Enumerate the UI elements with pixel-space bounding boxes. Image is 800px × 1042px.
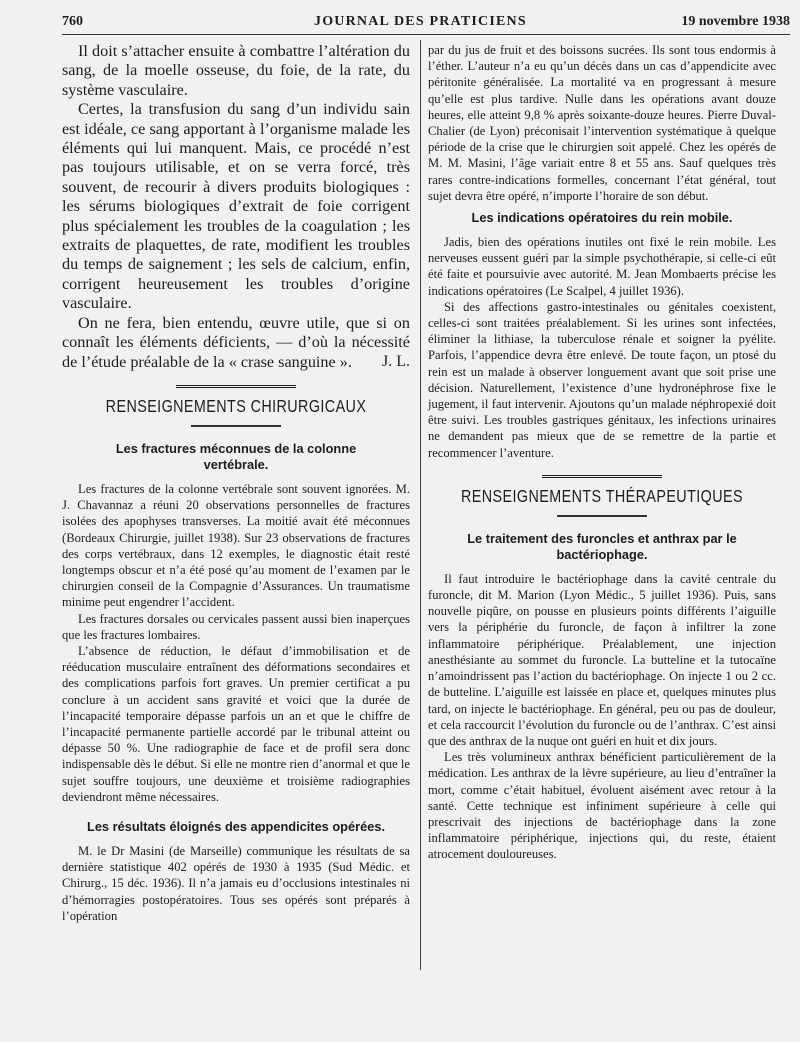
intro-paragraph-2: Certes, la transfusion du sang d’un individu sain est idéale, ce sang apportant à l’organisme malade les éléments qui lui manquent. Mais, ce procédé n’est pas toujours utilisable, et on se verra forcé, très souvent, de recourir à divers produits biologiques : les sérums biologiques d’extrait de foie corrigent plus spécialement les troubles de la coagulation ; les extraits de plaquettes, de rate, modifient les troubles du temps de saignement ; les sels de calcium, enfin, corrigent heureusement les troubles d’origine vasculaire.: [62, 100, 410, 313]
right-column: [428, 42, 776, 863]
article-title-rein-mobile: Les indications opératoires du rein mobile.: [471, 210, 733, 226]
furoncles-paragraph-2: Les très volumineux anthrax bénéficient particulièrement de la médication. Les anthrax de la lèvre supérieure, au lieu d’entraîner la mort, comme c’était habituel, évoluent aisément avec retour à la santé. Cette technique est infiniment supérieure à celle qui prescrivait des injections de bactériophage dans la zone inflammatoire périphérique, injections qui, du reste, étaient atrocement douloureuses.: [428, 750, 776, 862]
article-title-fractures: Les fractures méconnues de la colonne vertébrale.: [115, 440, 357, 472]
section-title-therapeutiques: RENSEIGNEMENTS THÉRAPEUTIQUES: [461, 485, 743, 506]
issue-date: 19 novembre 1938: [681, 14, 790, 29]
appendicites-paragraph: M. le Dr Masini (de Marseille) communique les résultats de sa dernière statistique 402 opérés de 1930 à 1935 (Sud Médic. et Chirurg., 15 déc. 1936). Il n’a jamais eu d’occlusions intestinales ni d’hémorragies postopératoires. Tous ses opérés sont préparés à l’opération: [62, 843, 410, 923]
article-title-furoncles: Le traitement des furoncles et anthrax par le bactériophage.: [467, 530, 737, 562]
left-column: [62, 42, 410, 924]
continued-paragraph: par du jus de fruit et des boissons sucrées. Ils sont tous endormis à l’éther. L’auteur n’a eu qu’un décès dans un cas d’appendicite avec péritonite généralisée. La mortalité va en progressant à mesure qu’elle est plus tardive. Nulle dans les opérations avant douze heures, elle atteint 9,8 % après soixante-douze heures. Pierre Duval-Chalier (de Lyon) préconisait l’intervention systématique à quelque période de la crise que le chirurgien soit appelé. Chez les opérés de M. M. Masini, l’âge variait entre 8 et 55 ans. Sauf quelques très rares contre-indications formelles, concernant l’état général, tout sujet devra être opéré, n’importe l’horaire de son début.: [428, 43, 776, 203]
rein-paragraph-1: Jadis, bien des opérations inutiles ont fixé le rein mobile. Les nerveuses eussent guéri par la simple psychothérapie, si celle-ci eût été faite et poursuivie avec autorité. M. Jean Mombaerts précise les indications opératoires (Le Scalpel, 4 juillet 1936).: [428, 235, 776, 298]
article-fractures-body: [62, 481, 410, 805]
section-underline-2: [557, 515, 647, 517]
section-underline: [191, 425, 281, 427]
page-header: [62, 14, 790, 36]
fractures-paragraph-2: Les fractures dorsales ou cervicales passent aussi bien inaperçues que les fractures lombaires.: [62, 611, 410, 642]
fractures-paragraph-3: L’absence de réduction, le défaut d’immobilisation et de rééducation musculaire entraînent des déformations secondaires et des complications parfois fort graves. Un premier certificat a pu conclure à un accident sans gravité et voici que la durée de l’incapacité temporaire dépasse parfois un an et que le chiffre de l’incapacité permanente partielle accordé par le tribunal atteint ou dépasse 50 %. Une radiographie de face et de profil sera donc indispensable dès le début. Si elle ne montre rien d’anormal et que le sujet souffre toujours, une deuxième et troisième radiographies deviendront même nécessaires.: [62, 643, 410, 804]
furoncles-paragraph-1: Il faut introduire le bactériophage dans la cavité centrale du furoncle, dit M. Marion (Lyon Médic., 5 juillet 1936). Puis, sans nouvelle piqûre, on pousse en plusieurs points différents l’aiguille vers la périphérie du furoncle, de façon à infiltrer la zone inflammatoire périphérique. Préalablement, une injection anesthésiante au sommet du furoncle. La butteline et la tutocaïne n’amoindrissent pas l’action du bactériophage. On injecte 1 ou 2 cc. de butteline. L’aiguille est laissée en place et, quelques minutes plus tard, on injecte le bactériophage. En général, peu ou pas de douleur, et cela raccourcit l’évolution du furoncle ou de l’anthrax. C’est ainsi que des anthrax de la nuque ont guéri en huit et dix jours.: [428, 571, 776, 748]
intro-paragraph-1: Il doit s’attacher ensuite à combattre l’altération du sang, de la moelle osseuse, du foie, de la rate, du système vasculaire.: [62, 42, 410, 99]
column-divider: [420, 40, 421, 970]
article-furoncles-body: [428, 571, 776, 863]
header-rule: [62, 34, 790, 35]
intro-paragraph-3: On ne fera, bien entendu, œuvre utile, que si on connaît les éléments déficients, — d’où la nécessité de l’étude préalable de la « crase sanguine ».: [62, 313, 410, 371]
journal-title: JOURNAL DES PRATICIENS: [314, 14, 527, 29]
article-appendicites-body: [62, 843, 410, 924]
section-ornament-2: [542, 475, 662, 478]
fractures-paragraph-1: Les fractures de la colonne vertébrale sont souvent ignorées. M. J. Chavannaz a réuni 20 observations personnelles de fractures isolées des apophyses transverses. La moitié avait été méconnues (Bordeaux Chirurgie, juillet 1938). Sur 23 observations de fractures des corps vertébraux, dans 12 exemples, le diagnostic était resté longtemps obscur et n’a été posé qu’au moment de l’examen par le chirurgien conseil de la Compagnie d’Assurances. Un traumatisme minime peut engendrer l’accident.: [62, 481, 410, 610]
intro-text: [62, 42, 410, 371]
page-number: 760: [62, 14, 83, 29]
article-rein-body: [428, 234, 776, 461]
section-ornament: [176, 385, 296, 388]
article-title-appendicites: Les résultats éloignés des appendicites opérées.: [87, 818, 385, 834]
signature: J. L.: [382, 352, 410, 370]
section-title-chirurgicaux: RENSEIGNEMENTS CHIRURGICAUX: [105, 395, 367, 416]
rein-paragraph-2: Si des affections gastro-intestinales ou génitales coexistent, celles-ci sont traitées préalablement. Si les urines sont infectées, éliminer la lithiase, la tuberculose rénale et soigner la pyélite. Parfois, l’appendice devra être enlevé. De toute façon, un ptosé du rein est un malade à observer longuement avant que soit prise une décision. Naturellement, l’existence d’une hydronéphrose fixe le jugement, il faut intervenir. Ajoutons qu’un malade néphropexié doit être suivi. Les troubles gastriques génitaux, les infections urinaires ne demandent pas mieux que de se remettre de la partie et recommencer l’aventure.: [428, 299, 776, 460]
continued-text: [428, 42, 776, 204]
